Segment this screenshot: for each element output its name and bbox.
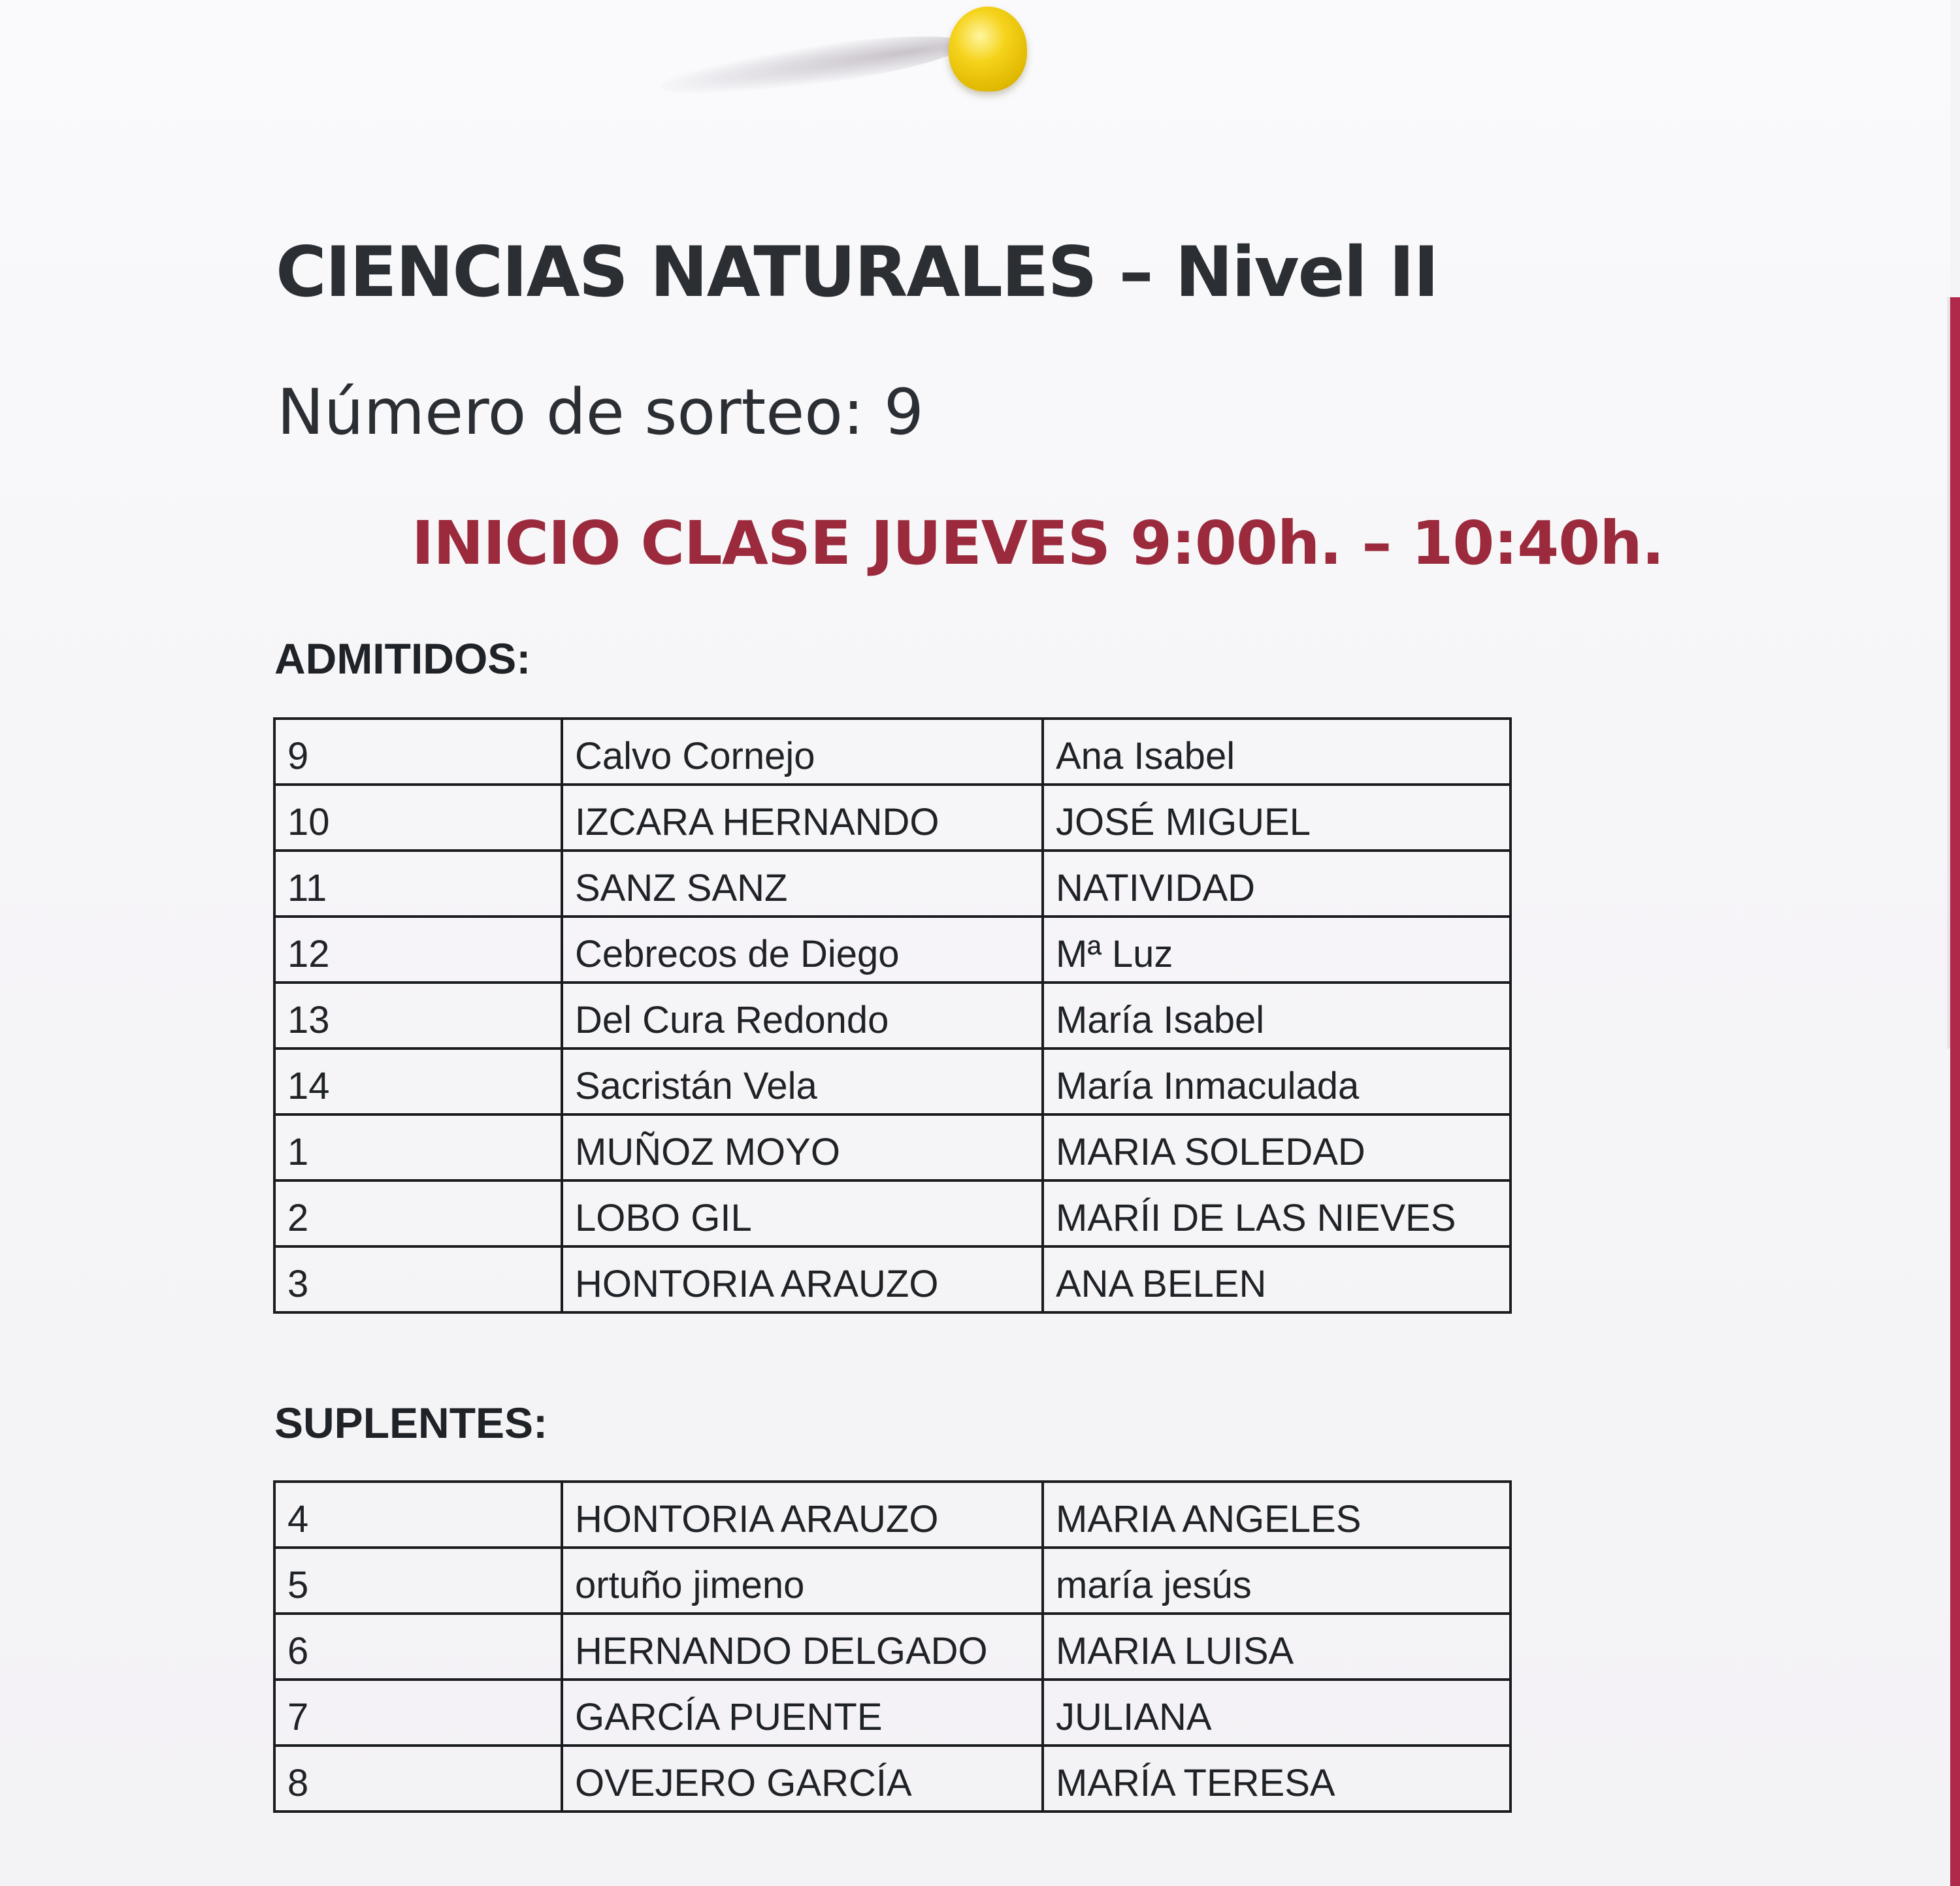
row-surname: Del Cura Redondo bbox=[562, 983, 1043, 1049]
draw-number: Número de sorteo: 9 bbox=[277, 376, 924, 449]
row-surname: Calvo Cornejo bbox=[562, 719, 1043, 785]
table-row bbox=[274, 1246, 1511, 1312]
row-surname: HONTORIA ARAUZO bbox=[562, 1246, 1043, 1312]
admitidos-heading: ADMITIDOS: bbox=[274, 634, 531, 683]
row-surname: HERNANDO DELGADO bbox=[562, 1614, 1043, 1680]
row-surname: Cebrecos de Diego bbox=[562, 917, 1043, 983]
row-first-name: MARIA SOLEDAD bbox=[1043, 1114, 1511, 1180]
row-number: 5 bbox=[274, 1548, 562, 1614]
row-number: 12 bbox=[274, 917, 562, 983]
row-number: 7 bbox=[274, 1680, 562, 1746]
row-first-name: MARIA ANGELES bbox=[1043, 1482, 1511, 1548]
row-first-name: María Inmaculada bbox=[1043, 1049, 1511, 1114]
admitidos-table bbox=[273, 717, 1512, 1314]
table-row bbox=[274, 1680, 1511, 1746]
pushpin-icon bbox=[949, 7, 1027, 91]
row-surname: GARCÍA PUENTE bbox=[562, 1680, 1043, 1746]
row-surname: HONTORIA ARAUZO bbox=[562, 1482, 1043, 1548]
row-first-name: Ana Isabel bbox=[1043, 719, 1511, 785]
class-schedule: INICIO CLASE JUEVES 9:00h. – 10:40h. bbox=[412, 508, 1664, 578]
row-number: 9 bbox=[274, 719, 562, 785]
table-row bbox=[274, 1482, 1511, 1548]
board-edge bbox=[1950, 297, 1960, 1886]
row-first-name: maría jesús bbox=[1043, 1548, 1511, 1614]
row-first-name: MARIA LUISA bbox=[1043, 1614, 1511, 1680]
table-row bbox=[274, 719, 1511, 785]
row-first-name: Mª Luz bbox=[1043, 917, 1511, 983]
row-number: 10 bbox=[274, 785, 562, 851]
row-first-name: María Isabel bbox=[1043, 983, 1511, 1049]
row-surname: MUÑOZ MOYO bbox=[562, 1114, 1043, 1180]
table-row bbox=[274, 1548, 1511, 1614]
row-number: 14 bbox=[274, 1049, 562, 1114]
table-row bbox=[274, 1114, 1511, 1180]
row-surname: SANZ SANZ bbox=[562, 851, 1043, 917]
row-first-name: MARÍI DE LAS NIEVES bbox=[1043, 1180, 1511, 1246]
table-row bbox=[274, 785, 1511, 851]
table-row bbox=[274, 1049, 1511, 1114]
row-first-name: ANA BELEN bbox=[1043, 1246, 1511, 1312]
row-surname: Sacristán Vela bbox=[562, 1049, 1043, 1114]
row-surname: IZCARA HERNANDO bbox=[562, 785, 1043, 851]
table-row bbox=[274, 1180, 1511, 1246]
row-surname: OVEJERO GARCÍA bbox=[562, 1746, 1043, 1812]
row-surname: ortuño jimeno bbox=[562, 1548, 1043, 1614]
page-title: CIENCIAS NATURALES – Nivel II bbox=[276, 232, 1438, 312]
row-number: 13 bbox=[274, 983, 562, 1049]
table-row bbox=[274, 917, 1511, 983]
suplentes-heading: SUPLENTES: bbox=[274, 1399, 548, 1447]
row-number: 6 bbox=[274, 1614, 562, 1680]
row-surname: LOBO GIL bbox=[562, 1180, 1043, 1246]
row-number: 2 bbox=[274, 1180, 562, 1246]
row-number: 11 bbox=[274, 851, 562, 917]
table-row bbox=[274, 1746, 1511, 1812]
table-row bbox=[274, 851, 1511, 917]
row-number: 1 bbox=[274, 1114, 562, 1180]
row-first-name: JULIANA bbox=[1043, 1680, 1511, 1746]
table-row bbox=[274, 1614, 1511, 1680]
row-first-name: NATIVIDAD bbox=[1043, 851, 1511, 917]
row-first-name: MARÍA TERESA bbox=[1043, 1746, 1511, 1812]
row-first-name: JOSÉ MIGUEL bbox=[1043, 785, 1511, 851]
table-row bbox=[274, 983, 1511, 1049]
row-number: 4 bbox=[274, 1482, 562, 1548]
row-number: 3 bbox=[274, 1246, 562, 1312]
suplentes-table bbox=[273, 1480, 1512, 1813]
row-number: 8 bbox=[274, 1746, 562, 1812]
